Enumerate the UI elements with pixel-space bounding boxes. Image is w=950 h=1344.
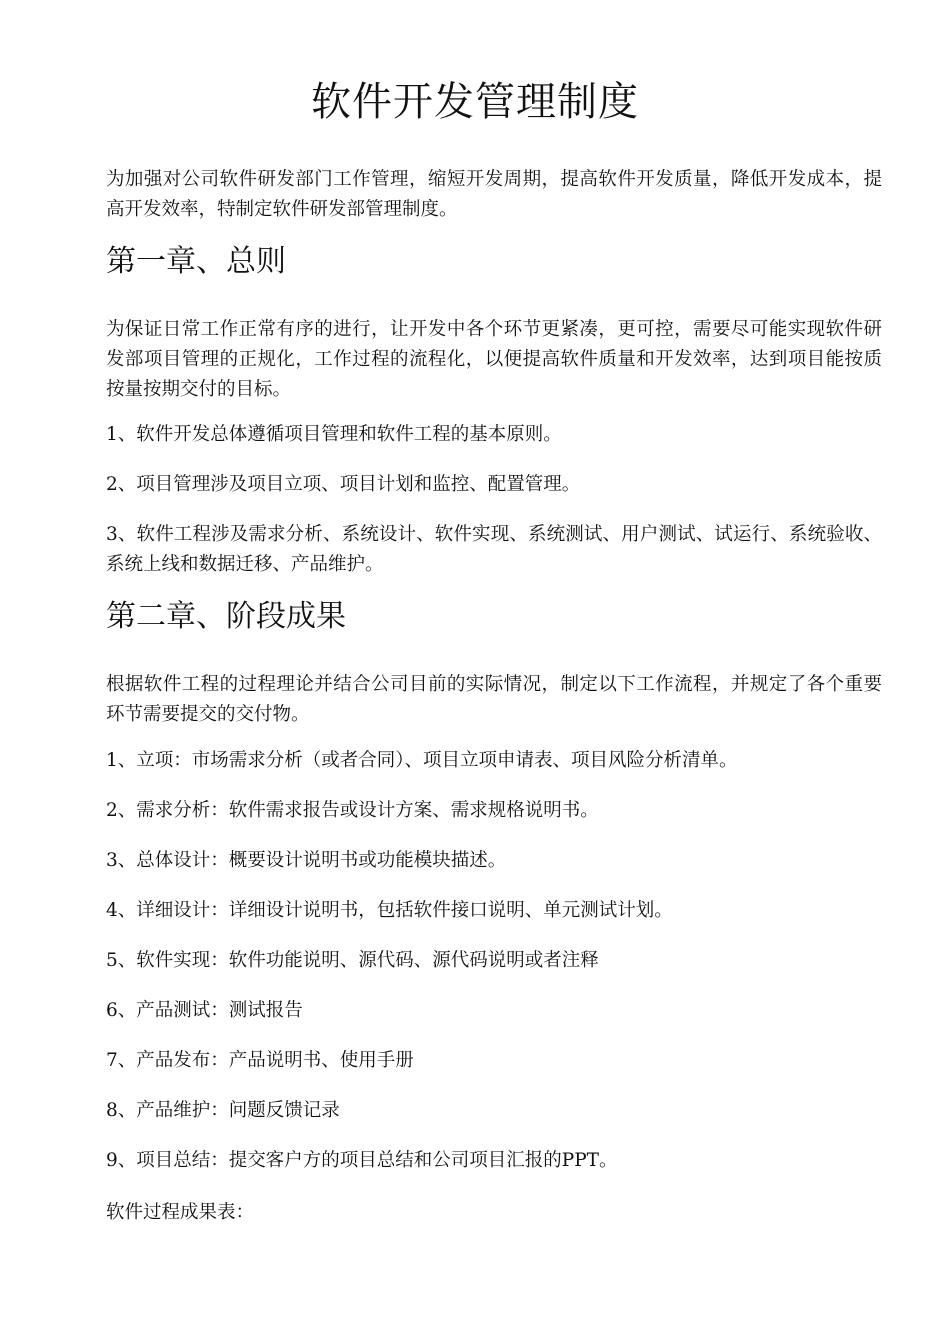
chapter2-item-8: 8、产品维护：问题反馈记录 [106, 1100, 340, 1121]
chapter2-heading: 第二章、阶段成果 [106, 599, 346, 634]
chapter1-item-1: 1、软件开发总体遵循项目管理和软件工程的基本原则。 [106, 424, 562, 445]
chapter2-item-1: 1、立项：市场需求分析（或者合同）、项目立项申请表、项目风险分析清单。 [106, 750, 738, 771]
chapter1-heading: 第一章、总则 [106, 244, 286, 279]
intro-paragraph: 为加强对公司软件研发部门工作管理，缩短开发周期，提高软件开发质量，降低开发成本，提高开发效率，特制定软件研发部管理制度。 [106, 169, 882, 220]
chapter1-paragraph: 为保证日常工作正常有序的进行，让开发中各个环节更紧凑，更可控，需要尽可能实现软件研发部项目管理的正规化，工作过程的流程化，以便提高软件质量和开发效率，达到项目能按质按量按期交付的目标。 [106, 319, 882, 400]
chapter2-item-5: 5、软件实现：软件功能说明、源代码、源代码说明或者注释 [106, 950, 599, 971]
chapter2-item-9: 9、项目总结：提交客户方的项目总结和公司项目汇报的PPT。 [106, 1150, 618, 1171]
chapter1-item-2: 2、项目管理涉及项目立项、项目计划和监控、配置管理。 [106, 474, 581, 495]
document-title: 软件开发管理制度 [311, 79, 639, 125]
chapter2-item-4: 4、详细设计：详细设计说明书，包括软件接口说明、单元测试计划。 [106, 900, 673, 921]
chapter2-item-2: 2、需求分析：软件需求报告或设计方案、需求规格说明书。 [106, 800, 599, 821]
chapter2-item-7: 7、产品发布：产品说明书、使用手册 [106, 1050, 414, 1071]
table-caption: 软件过程成果表： [106, 1202, 255, 1223]
chapter2-item-3: 3、总体设计：概要设计说明书或功能模块描述。 [106, 850, 507, 871]
chapter2-item-6: 6、产品测试：测试报告 [106, 1000, 303, 1021]
chapter1-item-3: 3、软件工程涉及需求分析、系统设计、软件实现、系统测试、用户测试、试运行、系统验收、系统上线和数据迁移、产品维护。 [106, 524, 882, 575]
chapter2-paragraph: 根据软件工程的过程理论并结合公司目前的实际情况，制定以下工作流程，并规定了各个重要环节需要提交的交付物。 [106, 674, 882, 725]
